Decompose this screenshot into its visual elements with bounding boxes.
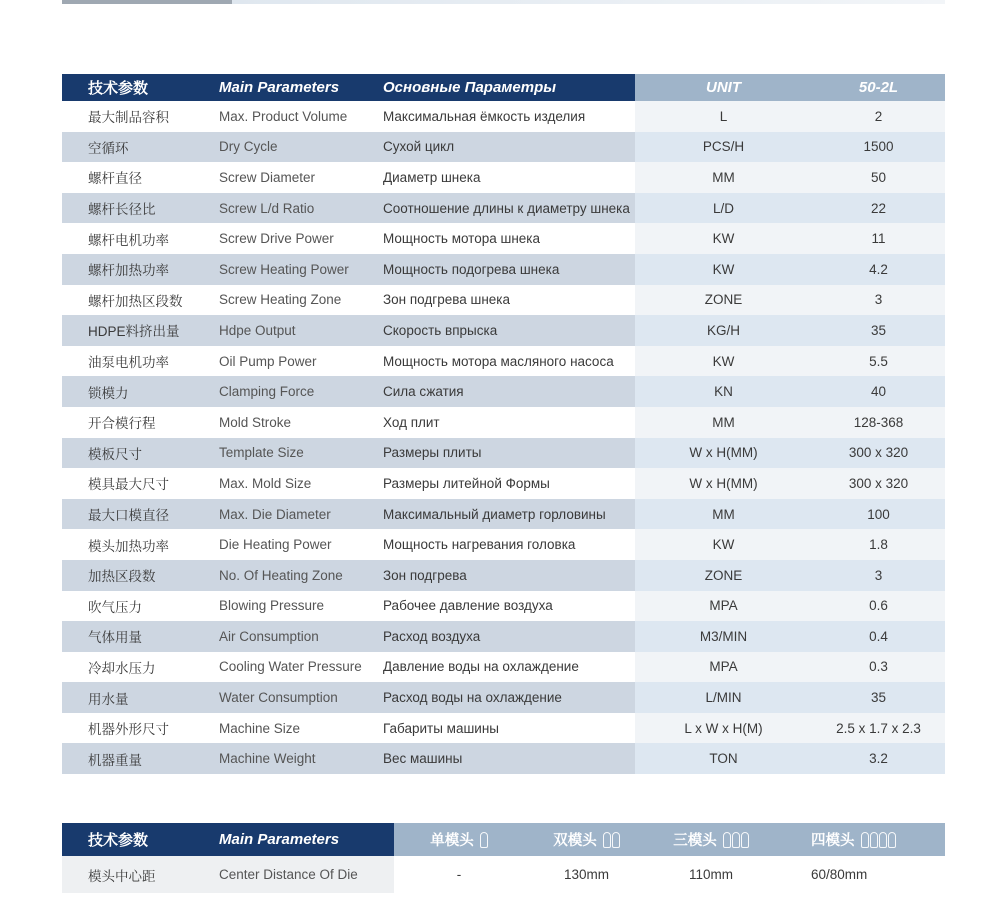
param-zh: 用水量 [62, 682, 198, 713]
table-row [62, 743, 945, 774]
die-header-single [394, 823, 524, 856]
param-value: 35 [812, 682, 945, 713]
param-value: 4.2 [812, 254, 945, 285]
param-unit: ZONE [635, 285, 812, 316]
param-en: Screw Diameter [198, 162, 363, 193]
table-row [62, 285, 945, 316]
param-en: No. Of Heating Zone [198, 560, 363, 591]
param-ru: Мощность нагревания головка [363, 529, 635, 560]
param-zh: 螺杆加热功率 [62, 254, 198, 285]
param-zh: 螺杆直径 [62, 162, 198, 193]
bottle-3-icon [723, 832, 749, 848]
param-zh: 加热区段数 [62, 560, 198, 591]
die-row-en: Center Distance Of Die [198, 856, 394, 893]
param-zh: 模头加热功率 [62, 529, 198, 560]
param-value: 2.5 x 1.7 x 2.3 [812, 713, 945, 744]
bottle-1-icon [480, 832, 488, 848]
table-row [62, 438, 945, 469]
param-ru: Расход воды на охлаждение [363, 682, 635, 713]
param-value: 300 x 320 [812, 468, 945, 499]
param-zh: 螺杆电机功率 [62, 223, 198, 254]
param-zh: 最大制品容积 [62, 101, 198, 132]
param-value: 1.8 [812, 529, 945, 560]
param-zh: 开合模行程 [62, 407, 198, 438]
param-unit: KW [635, 254, 812, 285]
top-decoration-bar [62, 0, 945, 4]
param-ru: Вес машины [363, 743, 635, 774]
param-value: 5.5 [812, 346, 945, 377]
die-header-triple [649, 823, 773, 856]
param-en: Template Size [198, 438, 363, 469]
param-en: Machine Weight [198, 743, 363, 774]
single-die-label: 单模头 [430, 833, 474, 849]
die-row-triple: 110mm [688, 867, 733, 882]
param-en: Screw Heating Zone [198, 285, 363, 316]
die-header-zh: 技术参数 [62, 823, 198, 856]
param-zh: 最大口模直径 [62, 499, 198, 530]
param-unit: MM [635, 162, 812, 193]
table-row [62, 529, 945, 560]
param-unit: MPA [635, 652, 812, 683]
table-row [62, 468, 945, 499]
param-en: Dry Cycle [198, 132, 363, 163]
param-zh: 锁模力 [62, 376, 198, 407]
param-en: Screw Drive Power [198, 223, 363, 254]
param-unit: L/D [635, 193, 812, 224]
param-zh: 吹气压力 [62, 591, 198, 622]
param-en: Max. Mold Size [198, 468, 363, 499]
param-en: Air Consumption [198, 621, 363, 652]
header-unit: UNIT [635, 74, 812, 101]
param-unit: KN [635, 376, 812, 407]
table-row [62, 652, 945, 683]
param-zh: 油泵电机功率 [62, 346, 198, 377]
param-en: Max. Product Volume [198, 101, 363, 132]
quad-die-label: 四模头 [811, 833, 855, 849]
param-ru: Максимальная ёмкость изделия [363, 101, 635, 132]
param-ru: Рабочее давление воздуха [363, 591, 635, 622]
top-bar-dark-segment [62, 0, 232, 4]
param-ru: Скорость впрыска [363, 315, 635, 346]
param-ru: Расход воздуха [363, 621, 635, 652]
specs-table [62, 74, 945, 774]
header-en: Main Parameters [198, 74, 363, 101]
param-en: Oil Pump Power [198, 346, 363, 377]
specs-header-row [62, 74, 945, 101]
param-en: Cooling Water Pressure [198, 652, 363, 683]
die-header-en: Main Parameters [198, 823, 394, 856]
param-unit: TON [635, 743, 812, 774]
die-row-double: 130mm [563, 867, 609, 882]
table-row [62, 223, 945, 254]
param-value: 0.3 [812, 652, 945, 683]
param-value: 3 [812, 285, 945, 316]
table-row [62, 560, 945, 591]
param-en: Screw L/d Ratio [198, 193, 363, 224]
param-zh: 螺杆加热区段数 [62, 285, 198, 316]
param-en: Blowing Pressure [198, 591, 363, 622]
param-ru: Соотношение длины к диаметру шнека [363, 193, 635, 224]
param-value: 2 [812, 101, 945, 132]
param-ru: Диаметр шнека [363, 162, 635, 193]
table-row [62, 132, 945, 163]
param-ru: Габариты машины [363, 713, 635, 744]
triple-die-label: 三模头 [673, 833, 717, 849]
param-ru: Размеры литейной Формы [363, 468, 635, 499]
param-value: 128-368 [812, 407, 945, 438]
table-row [62, 162, 945, 193]
param-value: 1500 [812, 132, 945, 163]
param-en: Hdpe Output [198, 315, 363, 346]
param-ru: Размеры плиты [363, 438, 635, 469]
die-header-quad [773, 823, 945, 856]
param-unit: MM [635, 407, 812, 438]
param-unit: L x W x H(M) [635, 713, 812, 744]
param-ru: Сухой цикл [363, 132, 635, 163]
table-row [62, 682, 945, 713]
top-bar-light-segment [232, 0, 945, 4]
param-zh: HDPE料挤出量 [62, 315, 198, 346]
param-unit: L/MIN [635, 682, 812, 713]
param-ru: Сила сжатия [363, 376, 635, 407]
table-row [62, 315, 945, 346]
param-ru: Зон подгрева [363, 560, 635, 591]
param-unit: ZONE [635, 560, 812, 591]
param-zh: 螺杆长径比 [62, 193, 198, 224]
header-zh: 技术参数 [62, 74, 198, 101]
param-zh: 模板尺寸 [62, 438, 198, 469]
param-value: 0.4 [812, 621, 945, 652]
param-ru: Давление воды на охлаждение [363, 652, 635, 683]
param-zh: 机器重量 [62, 743, 198, 774]
param-value: 11 [812, 223, 945, 254]
param-unit: KW [635, 223, 812, 254]
param-value: 3 [812, 560, 945, 591]
param-ru: Ход плит [363, 407, 635, 438]
specs-body [62, 101, 945, 774]
param-zh: 冷却水压力 [62, 652, 198, 683]
table-row [62, 193, 945, 224]
table-row [62, 376, 945, 407]
table-row [62, 591, 945, 622]
table-row [62, 346, 945, 377]
bottle-2-icon [603, 832, 620, 848]
table-row [62, 101, 945, 132]
param-unit: KW [635, 346, 812, 377]
param-en: Water Consumption [198, 682, 363, 713]
param-en: Machine Size [198, 713, 363, 744]
param-unit: KG/H [635, 315, 812, 346]
param-zh: 模具最大尺寸 [62, 468, 198, 499]
param-value: 0.6 [812, 591, 945, 622]
param-unit: MM [635, 499, 812, 530]
table-row [62, 713, 945, 744]
param-value: 22 [812, 193, 945, 224]
param-unit: W x H(MM) [635, 438, 812, 469]
param-value: 3.2 [812, 743, 945, 774]
param-unit: M3/MIN [635, 621, 812, 652]
die-row [62, 856, 945, 893]
header-model: 50-2L [812, 74, 945, 101]
table-row [62, 621, 945, 652]
param-en: Max. Die Diameter [198, 499, 363, 530]
param-ru: Мощность мотора масляного насоса [363, 346, 635, 377]
die-row-single: - [456, 867, 462, 882]
param-zh: 空循环 [62, 132, 198, 163]
die-row-quad: 60/80mm [811, 867, 868, 882]
die-row-zh: 模头中心距 [62, 856, 198, 893]
param-ru: Мощность подогрева шнека [363, 254, 635, 285]
table-row [62, 407, 945, 438]
die-header-double [524, 823, 649, 856]
param-value: 40 [812, 376, 945, 407]
param-en: Mold Stroke [198, 407, 363, 438]
die-header-row [62, 823, 945, 856]
param-value: 100 [812, 499, 945, 530]
param-ru: Мощность мотора шнека [363, 223, 635, 254]
param-value: 35 [812, 315, 945, 346]
param-value: 300 x 320 [812, 438, 945, 469]
param-zh: 气体用量 [62, 621, 198, 652]
double-die-label: 双模头 [553, 833, 597, 849]
param-unit: KW [635, 529, 812, 560]
header-ru: Основные Параметры [363, 74, 635, 101]
param-unit: MPA [635, 591, 812, 622]
table-row [62, 254, 945, 285]
param-ru: Максимальный диаметр горловины [363, 499, 635, 530]
die-table [62, 823, 945, 893]
param-en: Die Heating Power [198, 529, 363, 560]
param-en: Screw Heating Power [198, 254, 363, 285]
param-value: 50 [812, 162, 945, 193]
param-unit: L [635, 101, 812, 132]
param-en: Clamping Force [198, 376, 363, 407]
bottle-4-icon [861, 832, 896, 848]
table-row [62, 499, 945, 530]
param-zh: 机器外形尺寸 [62, 713, 198, 744]
param-unit: PCS/H [635, 132, 812, 163]
param-unit: W x H(MM) [635, 468, 812, 499]
param-ru: Зон подгрева шнека [363, 285, 635, 316]
